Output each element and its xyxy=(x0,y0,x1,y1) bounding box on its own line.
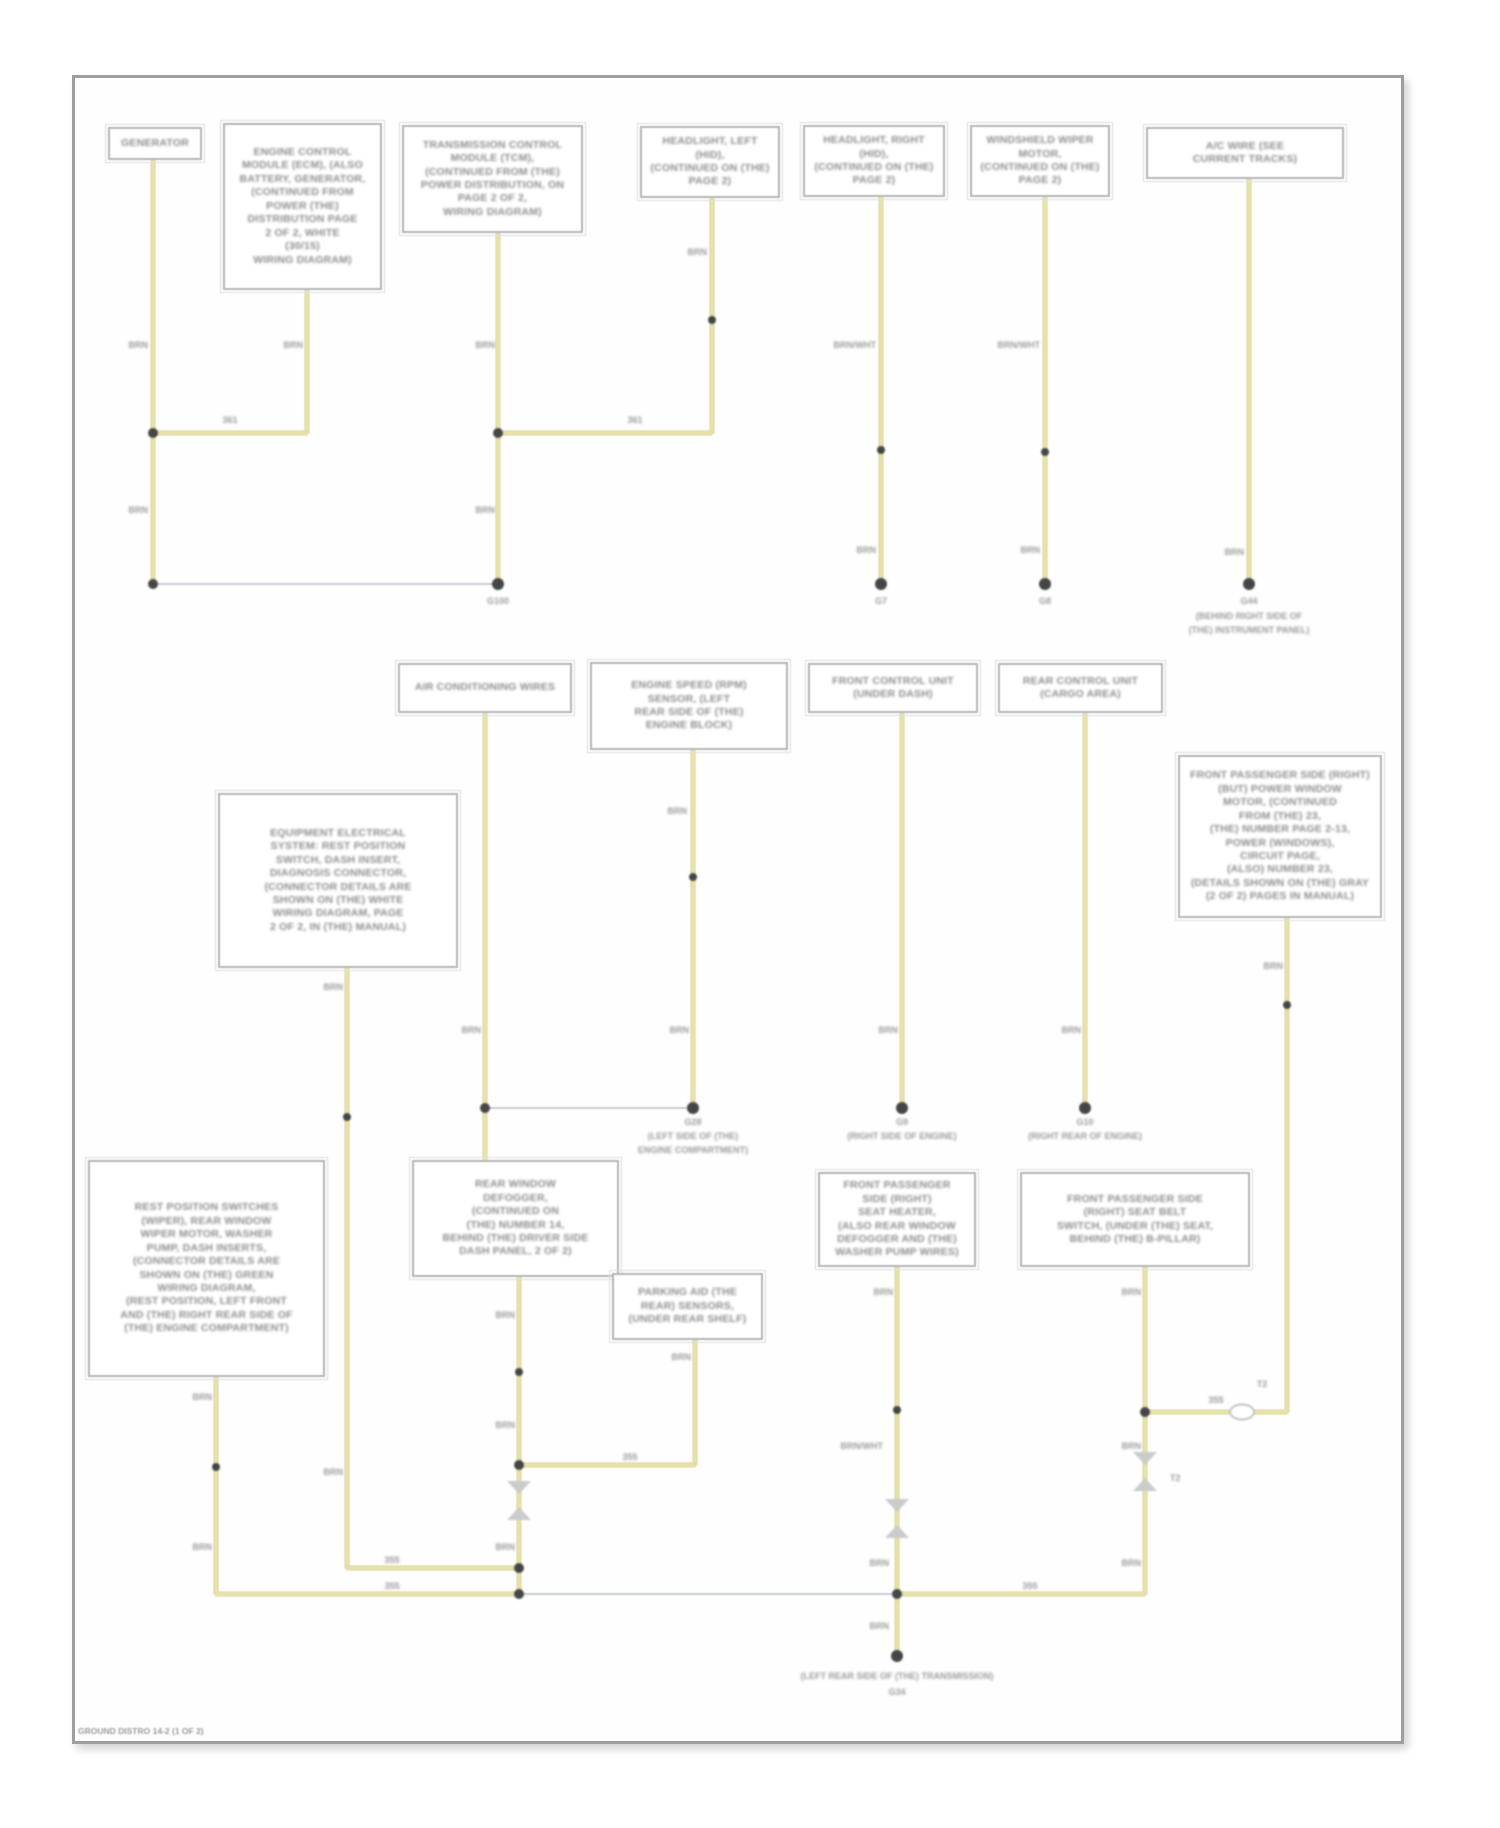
wire-segment xyxy=(496,233,500,584)
component-box-power-window-motor xyxy=(1178,755,1382,918)
ground-dot xyxy=(1039,578,1051,590)
wire-label: BRN xyxy=(1020,545,1040,555)
wire-label: BRN xyxy=(856,545,876,555)
box-text-line: BEHIND (THE) B-PILLAR) xyxy=(1069,1232,1201,1245)
box-text-line: POWER (WINDOWS), xyxy=(1225,836,1335,849)
box-text-line: SHOWN ON (THE) GREEN xyxy=(139,1268,274,1281)
box-text-line: ENGINE CONTROL xyxy=(253,146,352,159)
wire-label: BRN xyxy=(1224,547,1244,557)
wire-label: (LEFT REAR SIDE OF (THE) TRANSMISSION) xyxy=(800,1671,994,1681)
box-text-line: (CONNECTOR DETAILS ARE xyxy=(264,880,412,893)
box-text-line: (THE) ENGINE COMPARTMENT) xyxy=(124,1322,289,1335)
box-text-line: SIDE (RIGHT) xyxy=(862,1192,932,1205)
junction-dot xyxy=(514,1460,524,1470)
component-box-air-conditioning-wires xyxy=(398,663,572,713)
component-box-transmission-control-module xyxy=(402,125,583,233)
bowtie-connector xyxy=(1133,1452,1157,1465)
wire-segment xyxy=(214,1377,218,1594)
wire-segment xyxy=(1145,1410,1287,1414)
wire-label: BRN/WHT xyxy=(840,1441,883,1451)
junction-dot xyxy=(892,1589,902,1599)
wire-label: 355 xyxy=(384,1555,400,1565)
component-box-headlight-right xyxy=(803,125,945,197)
wire-label: G34 xyxy=(888,1687,906,1697)
junction-dot xyxy=(1140,1407,1150,1417)
box-text-line: GENERATOR xyxy=(121,136,189,149)
junction-dot xyxy=(493,428,503,438)
connector-dot xyxy=(212,1463,220,1471)
wire-label: G100 xyxy=(486,596,510,606)
box-text-line: FRONT CONTROL UNIT xyxy=(832,674,954,687)
box-text-line: A/C WIRE (SEE xyxy=(1205,139,1285,152)
box-text-line: HEADLIGHT, LEFT xyxy=(662,135,758,148)
wire-segment xyxy=(691,750,695,1108)
ground-dot xyxy=(687,1102,699,1114)
box-text-line: (HID), xyxy=(695,148,725,161)
box-text-line: MOTOR, xyxy=(1018,147,1062,160)
box-text-line: REAR WINDOW xyxy=(475,1178,556,1191)
ground-link-line xyxy=(153,583,498,585)
component-box-seat-belt-switch xyxy=(1020,1172,1250,1267)
wire-label: BRN xyxy=(475,340,495,350)
box-text-line: WIRING DIAGRAM) xyxy=(443,205,542,218)
wire-segment xyxy=(897,1592,1145,1596)
wire-segment xyxy=(305,290,309,433)
wire-label: 361 xyxy=(627,415,643,425)
ground-dot xyxy=(896,1102,908,1114)
wire-label: BRN xyxy=(667,806,687,816)
wire-segment xyxy=(1083,713,1087,1108)
wire-label: BRN xyxy=(1121,1558,1141,1568)
box-text-line: EQUIPMENT ELECTRICAL xyxy=(270,826,406,839)
box-text-line: FRONT PASSENGER xyxy=(843,1179,951,1192)
box-text-line: BATTERY, GENERATOR, xyxy=(239,172,366,185)
wire-segment xyxy=(345,968,349,1568)
ground-dot xyxy=(891,1650,903,1662)
box-text-line: (2 OF 2) PAGES IN MANUAL) xyxy=(1205,890,1355,903)
wire-segment xyxy=(1043,197,1047,584)
component-box-front-control-unit xyxy=(808,663,978,713)
wire-label: BRN xyxy=(869,1621,889,1631)
box-text-line: WINDSHIELD WIPER xyxy=(986,134,1094,147)
component-box-parking-aid xyxy=(612,1273,763,1340)
box-text-line: (THE) NUMBER 14, xyxy=(466,1218,565,1231)
wire-segment xyxy=(879,197,883,584)
box-text-line: WIPER MOTOR, WASHER xyxy=(140,1228,273,1241)
connector-dot xyxy=(1283,1001,1291,1009)
box-text-line: (CONTINUED ON xyxy=(471,1205,560,1218)
box-text-line: WIRING DIAGRAM, xyxy=(157,1281,256,1294)
wire-segment xyxy=(1143,1267,1147,1594)
box-text-line: DEFOGGER AND (THE) xyxy=(837,1232,957,1245)
ground-dot xyxy=(875,578,887,590)
wire-segment xyxy=(519,1463,695,1467)
wire-label: BRN xyxy=(495,1310,515,1320)
box-text-line: (WIPER), REAR WINDOW xyxy=(141,1214,272,1227)
wire-label: BRN xyxy=(869,1558,889,1568)
box-text-line: (30/15) xyxy=(285,240,320,253)
wire-label: BRN xyxy=(475,505,495,515)
wire-label: 361 xyxy=(222,415,238,425)
box-text-line: (CONNECTOR DETAILS ARE xyxy=(132,1255,281,1268)
box-text-line: (ALSO) NUMBER 23, xyxy=(1226,863,1334,876)
box-text-line: (CONTINUED ON (THE) xyxy=(980,161,1100,173)
box-text-line: DEFOGGER, xyxy=(483,1191,548,1204)
connector-dot xyxy=(708,316,716,324)
wire-segment xyxy=(1247,179,1251,584)
wire-segment xyxy=(216,1592,519,1596)
connector-dot xyxy=(689,873,697,881)
wire-label: BRN xyxy=(323,982,343,992)
wire-segment xyxy=(517,1277,521,1594)
connector-dot xyxy=(893,1406,901,1414)
box-text-line: (UNDER REAR SHELF) xyxy=(628,1313,747,1326)
ground-link-line xyxy=(485,1107,693,1109)
junction-dot xyxy=(148,428,158,438)
box-text-line: AND (THE) RIGHT REAR SIDE OF xyxy=(120,1308,293,1321)
component-box-rest-position-switches xyxy=(88,1160,325,1377)
box-text-line: FROM (THE) 23, xyxy=(1238,809,1322,822)
wire-label: BRN xyxy=(128,505,148,515)
box-text-line: (HID), xyxy=(859,147,889,160)
wire-label: BRN xyxy=(461,1025,481,1035)
wire-segment xyxy=(1285,918,1289,1412)
wire-label: BRN xyxy=(128,340,148,350)
connector-dot xyxy=(343,1113,351,1121)
bowtie-connector xyxy=(885,1525,909,1538)
inline-connector xyxy=(1229,1404,1255,1421)
wire-label: BRN xyxy=(495,1420,515,1430)
box-text-line: AIR CONDITIONING WIRES xyxy=(414,681,556,694)
wire-label: BRN xyxy=(283,340,303,350)
wire-label: 355 xyxy=(1208,1395,1224,1405)
ground-link-line xyxy=(519,1593,897,1595)
wire-segment xyxy=(693,1340,697,1465)
wire-label: BRN xyxy=(687,247,707,257)
box-text-line: POWER DISTRIBUTION, ON xyxy=(420,179,565,191)
component-box-wiper-motor xyxy=(970,125,1110,197)
junction-dot xyxy=(148,579,158,589)
footer-label: GROUND DISTRO 14-2 (1 OF 2) xyxy=(78,1726,204,1736)
box-text-line: WASHER PUMP WIRES) xyxy=(835,1246,959,1259)
box-text-line: DISTRIBUTION PAGE xyxy=(247,213,358,226)
box-text-line: FRONT PASSENGER SIDE xyxy=(1067,1192,1203,1205)
box-text-line: (THE) NUMBER PAGE 2-13, xyxy=(1209,823,1351,836)
box-text-line: MOTOR, (CONTINUED xyxy=(1222,796,1338,809)
box-text-line: TRANSMISSION CONTROL xyxy=(422,138,563,151)
box-text-line: (CONTINUED FROM xyxy=(251,186,354,199)
connector-dot xyxy=(515,1368,523,1376)
wire-label: BRN xyxy=(192,1542,212,1552)
ground-dot xyxy=(492,578,504,590)
wire-label: BRN xyxy=(192,1392,212,1402)
wire-label: (THE) INSTRUMENT PANEL) xyxy=(1188,625,1310,635)
wire-segment xyxy=(153,431,307,435)
wire-label: BRN xyxy=(878,1025,898,1035)
wire-label: G9 xyxy=(895,1117,909,1127)
wire-label: BRN xyxy=(1121,1287,1141,1297)
box-text-line: SWITCH, DASH INSERT, xyxy=(275,853,401,866)
component-box-engine-control-module xyxy=(223,123,382,290)
wire-label: T2 xyxy=(1170,1473,1181,1483)
wire-segment xyxy=(483,713,487,1160)
wire-label: (BEHIND RIGHT SIDE OF xyxy=(1195,611,1303,621)
wire-label: ENGINE COMPARTMENT) xyxy=(637,1145,749,1155)
box-text-line: ENGINE BLOCK) xyxy=(645,719,733,732)
box-text-line: (REST POSITION, LEFT FRONT xyxy=(126,1295,287,1308)
box-text-line: WIRING DIAGRAM, PAGE xyxy=(272,907,404,920)
box-text-line: (RIGHT) SEAT BELT xyxy=(1083,1206,1187,1219)
wire-label: 355 xyxy=(384,1581,400,1591)
component-box-seat-heater xyxy=(818,1172,976,1267)
box-text-line: MODULE (ECM), (ALSO xyxy=(241,159,364,172)
wire-label: BRN xyxy=(873,1287,893,1297)
box-text-line: SENSOR, (LEFT xyxy=(647,692,731,705)
wire-label: BRN xyxy=(669,1025,689,1035)
ground-dot xyxy=(1243,578,1255,590)
wire-label: BRN xyxy=(1061,1025,1081,1035)
box-text-line: HEADLIGHT, RIGHT xyxy=(823,134,925,147)
box-text-line: (BUT) POWER WINDOW xyxy=(1218,782,1342,795)
box-text-line: PAGE 2) xyxy=(852,174,896,187)
wire-label: G10 xyxy=(1076,1117,1094,1127)
box-text-line: (ALSO REAR WINDOW xyxy=(838,1219,956,1232)
wire-label: BRN/WHT xyxy=(997,340,1040,350)
box-text-line: REAR CONTROL UNIT xyxy=(1022,674,1139,687)
connector-dot xyxy=(877,446,885,454)
wire-segment xyxy=(498,431,712,435)
wire-label: (LEFT SIDE OF (THE) xyxy=(647,1131,739,1141)
box-text-line: CURRENT TRACKS) xyxy=(1192,153,1298,165)
wire-label: (RIGHT REAR OF ENGINE) xyxy=(1028,1131,1142,1141)
component-box-generator xyxy=(108,127,202,160)
wire-segment xyxy=(347,1566,519,1570)
box-text-line: (CONTINUED ON (THE) xyxy=(650,162,770,174)
box-text-line: SWITCH, (UNDER (THE) SEAT, xyxy=(1056,1219,1214,1232)
junction-dot xyxy=(514,1563,524,1573)
bowtie-connector xyxy=(1133,1478,1157,1491)
wire-label: BRN xyxy=(1121,1441,1141,1451)
box-text-line: REAR SIDE OF (THE) xyxy=(634,706,744,718)
box-text-line: DASH PANEL, 2 OF 2) xyxy=(459,1245,572,1258)
wire-label: G8 xyxy=(1038,596,1052,606)
box-text-line: REAR) SENSORS, xyxy=(640,1299,735,1312)
bowtie-connector xyxy=(507,1507,531,1520)
component-box-ac-wire xyxy=(1146,127,1344,179)
box-text-line: POWER (THE) xyxy=(266,199,339,212)
wire-label: 355 xyxy=(622,1452,638,1462)
wire-label: BRN xyxy=(323,1467,343,1477)
wire-label: T2 xyxy=(1256,1379,1268,1389)
box-text-line: (CARGO AREA) xyxy=(1040,688,1121,700)
box-text-line: REST POSITION SWITCHES xyxy=(134,1201,279,1214)
box-text-line: FRONT PASSENGER SIDE (RIGHT) xyxy=(1190,769,1370,782)
wire-label: (RIGHT SIDE OF ENGINE) xyxy=(847,1131,957,1141)
box-text-line: SHOWN ON (THE) WHITE xyxy=(272,893,404,906)
box-text-line: (UNDER DASH) xyxy=(853,688,933,700)
wire-label: G28 xyxy=(684,1117,702,1127)
box-text-line: PAGE 2 OF 2, xyxy=(457,192,528,205)
wire-segment xyxy=(900,713,904,1108)
component-box-headlight-left xyxy=(640,126,780,198)
box-text-line: (CONTINUED FROM (THE) xyxy=(425,165,560,178)
component-box-rear-window-defogger xyxy=(412,1160,619,1277)
box-text-line: BEHIND (THE) DRIVER SIDE xyxy=(442,1231,589,1244)
junction-dot xyxy=(514,1589,524,1599)
wire-label: BRN xyxy=(495,1542,515,1552)
wire-label: G44 xyxy=(1240,596,1258,606)
box-text-line: MODULE (TCM), xyxy=(450,152,535,165)
box-text-line: DIAGNOSIS CONNECTOR, xyxy=(269,867,407,880)
box-text-line: SEAT HEATER, xyxy=(858,1206,936,1219)
box-text-line: SYSTEM: REST POSITION xyxy=(270,840,406,853)
box-text-line: (DETAILS SHOWN ON (THE) GRAY xyxy=(1190,876,1370,889)
box-text-line: PAGE 2) xyxy=(1018,174,1062,187)
wire-label: BRN xyxy=(671,1352,691,1362)
component-box-equipment-electrical-system xyxy=(218,793,458,968)
box-text-line: PUMP, DASH INSERTS, xyxy=(146,1241,267,1254)
wire-label: BRN xyxy=(1263,961,1283,971)
wire-label: G7 xyxy=(874,596,888,606)
box-text-line: (CONTINUED ON (THE) xyxy=(814,161,934,173)
bowtie-connector xyxy=(507,1481,531,1494)
junction-dot xyxy=(480,1103,490,1113)
ground-dot xyxy=(1079,1102,1091,1114)
box-text-line: ENGINE SPEED (RPM) xyxy=(631,679,747,692)
wire-label: BRN/WHT xyxy=(833,340,876,350)
wire-segment xyxy=(151,160,155,584)
box-text-line: CIRCUIT PAGE, xyxy=(1240,849,1320,862)
component-box-engine-speed-sensor xyxy=(590,662,788,750)
component-box-rear-control-unit xyxy=(998,663,1163,713)
box-text-line: WIRING DIAGRAM) xyxy=(253,253,352,266)
connector-dot xyxy=(1041,448,1049,456)
box-text-line: PARKING AID (THE xyxy=(638,1286,737,1299)
box-text-line: PAGE 2) xyxy=(688,175,732,188)
box-text-line: 2 OF 2, WHITE xyxy=(265,226,340,239)
bowtie-connector xyxy=(885,1499,909,1512)
wire-label: 355 xyxy=(1022,1581,1038,1591)
box-text-line: 2 OF 2, IN (THE) MANUAL) xyxy=(269,920,407,933)
